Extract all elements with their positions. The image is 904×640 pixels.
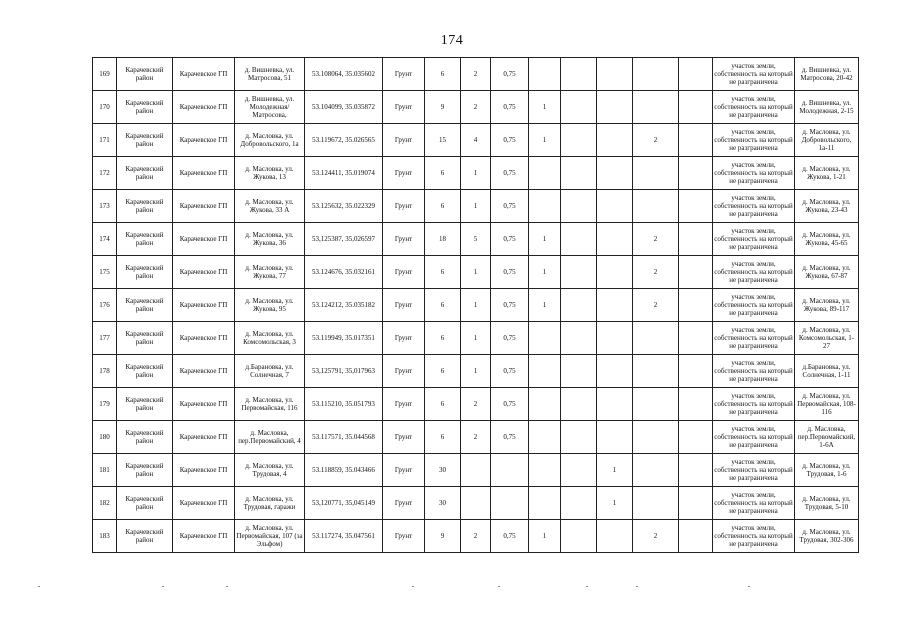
container-volume-cell bbox=[491, 487, 529, 520]
ownership-cell: участок земли, собственность на который не разграничена bbox=[713, 322, 795, 355]
count-cell-2 bbox=[561, 91, 597, 124]
ownership-cell: участок земли, собственность на который не разграничена bbox=[713, 190, 795, 223]
settlement-cell: Карачевское ГП bbox=[173, 91, 235, 124]
container-volume-cell: 0,75 bbox=[491, 388, 529, 421]
scan-specks bbox=[0, 583, 904, 591]
count-cell-5 bbox=[679, 355, 713, 388]
address-cell: д. Масловка, ул. Жукова, 77 bbox=[235, 256, 305, 289]
table-row bbox=[93, 289, 859, 322]
count-cell-4 bbox=[633, 388, 679, 421]
count-cell-1 bbox=[529, 421, 561, 454]
count-cell-2 bbox=[561, 520, 597, 553]
area-cell: 18 bbox=[425, 223, 461, 256]
settlement-cell: Карачевское ГП bbox=[173, 223, 235, 256]
served-addresses-cell: д. Масловка, ул. Трудовая, 1-6 bbox=[795, 454, 859, 487]
surface-cell: Грунт bbox=[383, 256, 425, 289]
count-cell-5 bbox=[679, 388, 713, 421]
district-cell: Карачевский район bbox=[117, 157, 173, 190]
address-cell: д. Масловка, ул. Первомайская, 107 (за Эльфом) bbox=[235, 520, 305, 553]
area-cell: 30 bbox=[425, 487, 461, 520]
count-cell-4 bbox=[633, 91, 679, 124]
settlement-cell: Карачевское ГП bbox=[173, 157, 235, 190]
containers-count-cell: 2 bbox=[461, 91, 491, 124]
row-number-cell: 183 bbox=[93, 520, 117, 553]
containers-count-cell: 4 bbox=[461, 124, 491, 157]
area-cell: 6 bbox=[425, 322, 461, 355]
table-row bbox=[93, 256, 859, 289]
container-volume-cell: 0,75 bbox=[491, 58, 529, 91]
row-number-cell: 172 bbox=[93, 157, 117, 190]
containers-count-cell: 2 bbox=[461, 58, 491, 91]
surface-cell: Грунт bbox=[383, 223, 425, 256]
area-cell: 9 bbox=[425, 520, 461, 553]
district-cell: Карачевский район bbox=[117, 256, 173, 289]
ownership-cell: участок земли, собственность на который не разграничена bbox=[713, 355, 795, 388]
container-volume-cell: 0,75 bbox=[491, 190, 529, 223]
count-cell-4 bbox=[633, 157, 679, 190]
count-cell-2 bbox=[561, 58, 597, 91]
served-addresses-cell: д. Вишневка, ул. Молодежная, 2-15 bbox=[795, 91, 859, 124]
surface-cell: Грунт bbox=[383, 322, 425, 355]
surface-cell: Грунт bbox=[383, 388, 425, 421]
address-cell: д. Масловка, ул. Жукова, 13 bbox=[235, 157, 305, 190]
count-cell-5 bbox=[679, 58, 713, 91]
row-number-cell: 177 bbox=[93, 322, 117, 355]
table-row bbox=[93, 91, 859, 124]
container-volume-cell: 0,75 bbox=[491, 520, 529, 553]
container-volume-cell: 0,75 bbox=[491, 91, 529, 124]
row-number-cell: 179 bbox=[93, 388, 117, 421]
served-addresses-cell: д. Масловка, ул. Жукова, 23-43 bbox=[795, 190, 859, 223]
surface-cell: Грунт bbox=[383, 58, 425, 91]
surface-cell: Грунт bbox=[383, 355, 425, 388]
coordinates-cell: 53.125632, 35.022329 bbox=[305, 190, 383, 223]
table-row bbox=[93, 58, 859, 91]
surface-cell: Грунт bbox=[383, 289, 425, 322]
served-addresses-cell: д.Барановка, ул. Солнечная, 1-11 bbox=[795, 355, 859, 388]
container-volume-cell: 0,75 bbox=[491, 124, 529, 157]
count-cell-1: 1 bbox=[529, 289, 561, 322]
coordinates-cell: 53.117571, 35.044568 bbox=[305, 421, 383, 454]
table-row bbox=[93, 190, 859, 223]
coordinates-cell: 53,125791, 35,017963 bbox=[305, 355, 383, 388]
served-addresses-cell: д. Масловка, ул. Трудовая, 5-10 bbox=[795, 487, 859, 520]
settlement-cell: Карачевское ГП bbox=[173, 256, 235, 289]
count-cell-3 bbox=[597, 124, 633, 157]
area-cell: 6 bbox=[425, 388, 461, 421]
count-cell-2 bbox=[561, 256, 597, 289]
container-volume-cell: 0,75 bbox=[491, 355, 529, 388]
container-volume-cell: 0,75 bbox=[491, 289, 529, 322]
district-cell: Карачевский район bbox=[117, 487, 173, 520]
count-cell-2 bbox=[561, 190, 597, 223]
count-cell-4 bbox=[633, 454, 679, 487]
count-cell-3: 1 bbox=[597, 454, 633, 487]
count-cell-2 bbox=[561, 454, 597, 487]
served-addresses-cell: д. Масловка, ул. Жукова, 1-21 bbox=[795, 157, 859, 190]
settlement-cell: Карачевское ГП bbox=[173, 58, 235, 91]
table-row bbox=[93, 421, 859, 454]
row-number-cell: 169 bbox=[93, 58, 117, 91]
district-cell: Карачевский район bbox=[117, 454, 173, 487]
containers-count-cell: 1 bbox=[461, 157, 491, 190]
ownership-cell: участок земли, собственность на который не разграничена bbox=[713, 520, 795, 553]
registry-body bbox=[93, 58, 859, 553]
count-cell-1 bbox=[529, 58, 561, 91]
district-cell: Карачевский район bbox=[117, 388, 173, 421]
row-number-cell: 173 bbox=[93, 190, 117, 223]
address-cell: д. Масловка, ул. Жукова, 33 А bbox=[235, 190, 305, 223]
address-cell: д. Масловка, ул. Трудовая, гаражи bbox=[235, 487, 305, 520]
container-volume-cell: 0,75 bbox=[491, 322, 529, 355]
count-cell-1 bbox=[529, 355, 561, 388]
coordinates-cell: 53.124411, 35.019074 bbox=[305, 157, 383, 190]
count-cell-4 bbox=[633, 58, 679, 91]
served-addresses-cell: д. Масловка, ул. Первомайская, 108-116 bbox=[795, 388, 859, 421]
ownership-cell: участок земли, собственность на который не разграничена bbox=[713, 91, 795, 124]
count-cell-5 bbox=[679, 91, 713, 124]
count-cell-2 bbox=[561, 157, 597, 190]
count-cell-5 bbox=[679, 520, 713, 553]
row-number-cell: 180 bbox=[93, 421, 117, 454]
table-row bbox=[93, 454, 859, 487]
area-cell: 6 bbox=[425, 289, 461, 322]
row-number-cell: 171 bbox=[93, 124, 117, 157]
settlement-cell: Карачевское ГП bbox=[173, 421, 235, 454]
page-number: 174 bbox=[440, 33, 464, 48]
count-cell-4: 2 bbox=[633, 289, 679, 322]
surface-cell: Грунт bbox=[383, 487, 425, 520]
count-cell-3 bbox=[597, 157, 633, 190]
containers-count-cell bbox=[461, 487, 491, 520]
district-cell: Карачевский район bbox=[117, 124, 173, 157]
count-cell-3 bbox=[597, 256, 633, 289]
table-row bbox=[93, 487, 859, 520]
area-cell: 6 bbox=[425, 256, 461, 289]
district-cell: Карачевский район bbox=[117, 355, 173, 388]
containers-count-cell: 1 bbox=[461, 190, 491, 223]
ownership-cell: участок земли, собственность на который не разграничена bbox=[713, 454, 795, 487]
address-cell: д. Масловка, ул. Комсомольская, 3 bbox=[235, 322, 305, 355]
served-addresses-cell: д. Масловка, пер.Первомайский, 1-6А bbox=[795, 421, 859, 454]
count-cell-3 bbox=[597, 520, 633, 553]
container-volume-cell: 0,75 bbox=[491, 223, 529, 256]
address-cell: д. Вишневка, ул. Молодежная/Матросова, bbox=[235, 91, 305, 124]
coordinates-cell: 53.119672, 35.026565 bbox=[305, 124, 383, 157]
coordinates-cell: 53.115210, 35.051793 bbox=[305, 388, 383, 421]
surface-cell: Грунт bbox=[383, 190, 425, 223]
settlement-cell: Карачевское ГП bbox=[173, 190, 235, 223]
count-cell-2 bbox=[561, 421, 597, 454]
row-number-cell: 178 bbox=[93, 355, 117, 388]
table-row bbox=[93, 355, 859, 388]
count-cell-2 bbox=[561, 322, 597, 355]
count-cell-3 bbox=[597, 190, 633, 223]
area-cell: 15 bbox=[425, 124, 461, 157]
surface-cell: Грунт bbox=[383, 157, 425, 190]
count-cell-2 bbox=[561, 355, 597, 388]
address-cell: д. Масловка, ул. Первомайская, 116 bbox=[235, 388, 305, 421]
address-cell: д. Масловка, ул. Добровольского, 1а bbox=[235, 124, 305, 157]
count-cell-4: 2 bbox=[633, 124, 679, 157]
served-addresses-cell: д. Масловка, ул. Жукова, 67-87 bbox=[795, 256, 859, 289]
table-row bbox=[93, 124, 859, 157]
coordinates-cell: 53,125387, 35,026597 bbox=[305, 223, 383, 256]
district-cell: Карачевский район bbox=[117, 520, 173, 553]
row-number-cell: 181 bbox=[93, 454, 117, 487]
surface-cell: Грунт bbox=[383, 520, 425, 553]
count-cell-3 bbox=[597, 322, 633, 355]
district-cell: Карачевский район bbox=[117, 289, 173, 322]
containers-count-cell: 2 bbox=[461, 520, 491, 553]
count-cell-2 bbox=[561, 289, 597, 322]
coordinates-cell: 53.104099, 35.035872 bbox=[305, 91, 383, 124]
count-cell-5 bbox=[679, 421, 713, 454]
table-row bbox=[93, 157, 859, 190]
ownership-cell: участок земли, собственность на который не разграничена bbox=[713, 388, 795, 421]
count-cell-1 bbox=[529, 322, 561, 355]
count-cell-5 bbox=[679, 289, 713, 322]
ownership-cell: участок земли, собственность на который не разграничена bbox=[713, 58, 795, 91]
count-cell-5 bbox=[679, 124, 713, 157]
containers-count-cell: 1 bbox=[461, 322, 491, 355]
area-cell: 6 bbox=[425, 58, 461, 91]
count-cell-4: 2 bbox=[633, 520, 679, 553]
count-cell-1 bbox=[529, 388, 561, 421]
table-row bbox=[93, 322, 859, 355]
containers-count-cell bbox=[461, 454, 491, 487]
count-cell-5 bbox=[679, 454, 713, 487]
count-cell-1 bbox=[529, 190, 561, 223]
served-addresses-cell: д. Вишневка, ул. Матросова, 20-42 bbox=[795, 58, 859, 91]
count-cell-1 bbox=[529, 487, 561, 520]
coordinates-cell: 53.108064, 35.035602 bbox=[305, 58, 383, 91]
count-cell-4: 2 bbox=[633, 223, 679, 256]
surface-cell: Грунт bbox=[383, 454, 425, 487]
count-cell-2 bbox=[561, 124, 597, 157]
count-cell-2 bbox=[561, 487, 597, 520]
registry-table bbox=[92, 57, 859, 553]
containers-count-cell: 1 bbox=[461, 256, 491, 289]
count-cell-3 bbox=[597, 421, 633, 454]
area-cell: 6 bbox=[425, 421, 461, 454]
district-cell: Карачевский район bbox=[117, 223, 173, 256]
coordinates-cell: 53.118859, 35.043466 bbox=[305, 454, 383, 487]
containers-count-cell: 1 bbox=[461, 289, 491, 322]
district-cell: Карачевский район bbox=[117, 91, 173, 124]
settlement-cell: Карачевское ГП bbox=[173, 487, 235, 520]
area-cell: 9 bbox=[425, 91, 461, 124]
count-cell-4 bbox=[633, 322, 679, 355]
ownership-cell: участок земли, собственность на который не разграничена bbox=[713, 487, 795, 520]
district-cell: Карачевский район bbox=[117, 58, 173, 91]
address-cell: д. Масловка, ул. Трудовая, 4 bbox=[235, 454, 305, 487]
count-cell-2 bbox=[561, 388, 597, 421]
row-number-cell: 176 bbox=[93, 289, 117, 322]
count-cell-3 bbox=[597, 91, 633, 124]
address-cell: д. Масловка, ул. Жукова, 95 bbox=[235, 289, 305, 322]
ownership-cell: участок земли, собственность на который не разграничена bbox=[713, 289, 795, 322]
count-cell-2 bbox=[561, 223, 597, 256]
settlement-cell: Карачевское ГП bbox=[173, 520, 235, 553]
address-cell: д. Вишневка, ул. Матросова, 51 bbox=[235, 58, 305, 91]
count-cell-1: 1 bbox=[529, 91, 561, 124]
served-addresses-cell: д. Масловка, ул. Комсомольская, 1-27 bbox=[795, 322, 859, 355]
count-cell-3: 1 bbox=[597, 487, 633, 520]
count-cell-3 bbox=[597, 289, 633, 322]
containers-count-cell: 2 bbox=[461, 388, 491, 421]
settlement-cell: Карачевское ГП bbox=[173, 388, 235, 421]
served-addresses-cell: д. Масловка, ул. Жукова, 89-117 bbox=[795, 289, 859, 322]
table-row bbox=[93, 223, 859, 256]
count-cell-4 bbox=[633, 190, 679, 223]
settlement-cell: Карачевское ГП bbox=[173, 124, 235, 157]
served-addresses-cell: д. Масловка, ул. Трудовая, 302-306 bbox=[795, 520, 859, 553]
count-cell-3 bbox=[597, 223, 633, 256]
count-cell-5 bbox=[679, 322, 713, 355]
area-cell: 6 bbox=[425, 190, 461, 223]
settlement-cell: Карачевское ГП bbox=[173, 355, 235, 388]
ownership-cell: участок земли, собственность на который не разграничена bbox=[713, 223, 795, 256]
containers-count-cell: 2 bbox=[461, 421, 491, 454]
container-volume-cell: 0,75 bbox=[491, 421, 529, 454]
container-volume-cell bbox=[491, 454, 529, 487]
ownership-cell: участок земли, собственность на который не разграничена bbox=[713, 124, 795, 157]
count-cell-3 bbox=[597, 388, 633, 421]
count-cell-1: 1 bbox=[529, 124, 561, 157]
ownership-cell: участок земли, собственность на который не разграничена bbox=[713, 421, 795, 454]
address-cell: д. Масловка, пер.Первомайский, 4 bbox=[235, 421, 305, 454]
count-cell-3 bbox=[597, 58, 633, 91]
served-addresses-cell: д. Масловка, ул. Добровольского, 1а-11 bbox=[795, 124, 859, 157]
containers-count-cell: 5 bbox=[461, 223, 491, 256]
count-cell-4 bbox=[633, 355, 679, 388]
coordinates-cell: 53.124212, 35.035182 bbox=[305, 289, 383, 322]
count-cell-3 bbox=[597, 355, 633, 388]
coordinates-cell: 53.124676, 35.032161 bbox=[305, 256, 383, 289]
row-number-cell: 174 bbox=[93, 223, 117, 256]
coordinates-cell: 53.117274, 35.047561 bbox=[305, 520, 383, 553]
row-number-cell: 170 bbox=[93, 91, 117, 124]
count-cell-5 bbox=[679, 487, 713, 520]
area-cell: 6 bbox=[425, 355, 461, 388]
surface-cell: Грунт bbox=[383, 91, 425, 124]
district-cell: Карачевский район bbox=[117, 421, 173, 454]
area-cell: 30 bbox=[425, 454, 461, 487]
district-cell: Карачевский район bbox=[117, 322, 173, 355]
count-cell-4 bbox=[633, 487, 679, 520]
row-number-cell: 175 bbox=[93, 256, 117, 289]
ownership-cell: участок земли, собственность на который не разграничена bbox=[713, 256, 795, 289]
count-cell-1 bbox=[529, 157, 561, 190]
coordinates-cell: 53,120771, 35,045149 bbox=[305, 487, 383, 520]
settlement-cell: Карачевское ГП bbox=[173, 289, 235, 322]
served-addresses-cell: д. Масловка, ул. Жукова, 45-65 bbox=[795, 223, 859, 256]
surface-cell: Грунт bbox=[383, 421, 425, 454]
table-row bbox=[93, 520, 859, 553]
surface-cell: Грунт bbox=[383, 124, 425, 157]
count-cell-5 bbox=[679, 157, 713, 190]
count-cell-1: 1 bbox=[529, 223, 561, 256]
count-cell-1: 1 bbox=[529, 256, 561, 289]
table-row bbox=[93, 388, 859, 421]
district-cell: Карачевский район bbox=[117, 190, 173, 223]
count-cell-1: 1 bbox=[529, 520, 561, 553]
count-cell-4 bbox=[633, 421, 679, 454]
coordinates-cell: 53.119949, 35.017351 bbox=[305, 322, 383, 355]
area-cell: 6 bbox=[425, 157, 461, 190]
row-number-cell: 182 bbox=[93, 487, 117, 520]
count-cell-4: 2 bbox=[633, 256, 679, 289]
settlement-cell: Карачевское ГП bbox=[173, 322, 235, 355]
count-cell-5 bbox=[679, 190, 713, 223]
settlement-cell: Карачевское ГП bbox=[173, 454, 235, 487]
address-cell: д. Масловка, ул. Жукова, 36 bbox=[235, 223, 305, 256]
address-cell: д.Барановка, ул. Солнечная, 7 bbox=[235, 355, 305, 388]
containers-count-cell: 1 bbox=[461, 355, 491, 388]
count-cell-5 bbox=[679, 223, 713, 256]
ownership-cell: участок земли, собственность на который не разграничена bbox=[713, 157, 795, 190]
count-cell-1 bbox=[529, 454, 561, 487]
container-volume-cell: 0,75 bbox=[491, 157, 529, 190]
container-volume-cell: 0,75 bbox=[491, 256, 529, 289]
count-cell-5 bbox=[679, 256, 713, 289]
